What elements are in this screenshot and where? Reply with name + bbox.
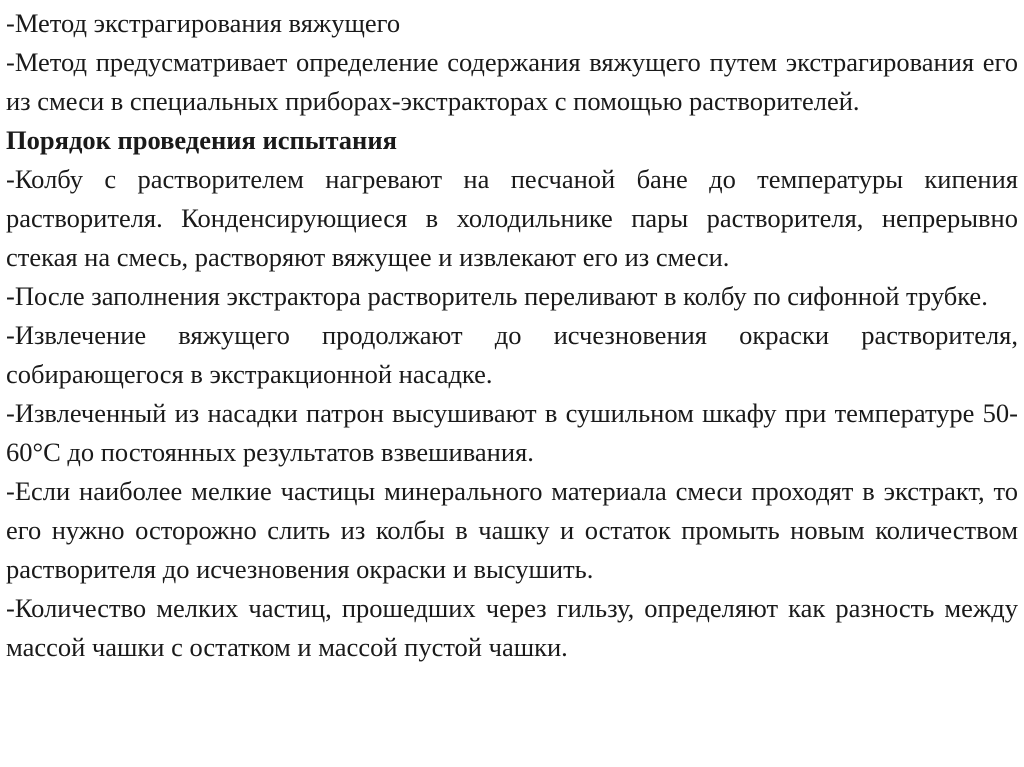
method-intro-paragraph: -Метод предусматривает определение содержания вяжущего путем экстрагирования его из смеси в специальных приборах-экстракторах с помощью растворителей. (6, 47, 1018, 116)
step-paragraph-fine-particles: -Если наиболее мелкие частицы минерального материала смеси проходят в экстракт, то его нужно осторожно слить из колбы в чашку и остаток промыть новым количеством растворителя до исчезновения окраски и высушить. (6, 476, 1018, 584)
document-page (6, 4, 1018, 667)
step-paragraph-siphon: -После заполнения экстрактора растворитель переливают в колбу по сифонной трубке. (6, 281, 988, 311)
step-paragraph-heating: -Колбу с растворителем нагревают на песчаной бане до температуры кипения растворителя. Конденсирующиеся в холодильнике пары растворителя, непрерывно стекая на смесь, растворяют вяжущее и извлекают его из смеси. (6, 164, 1018, 272)
step-paragraph-mass-difference: -Количество мелких частиц, прошедших через гильзу, определяют как разность между массой чашки с остатком и массой пустой чашки. (6, 593, 1018, 662)
step-paragraph-drying: -Извлеченный из насадки патрон высушивают в сушильном шкафу при температуре 50-60°С до постоянных результатов взвешивания. (6, 398, 1018, 467)
method-title-line: -Метод экстрагирования вяжущего (6, 8, 401, 38)
section-heading: Порядок проведения испытания (6, 125, 397, 155)
step-paragraph-extraction: -Извлечение вяжущего продолжают до исчезновения окраски растворителя, собирающегося в экстракционной насадке. (6, 320, 1018, 389)
